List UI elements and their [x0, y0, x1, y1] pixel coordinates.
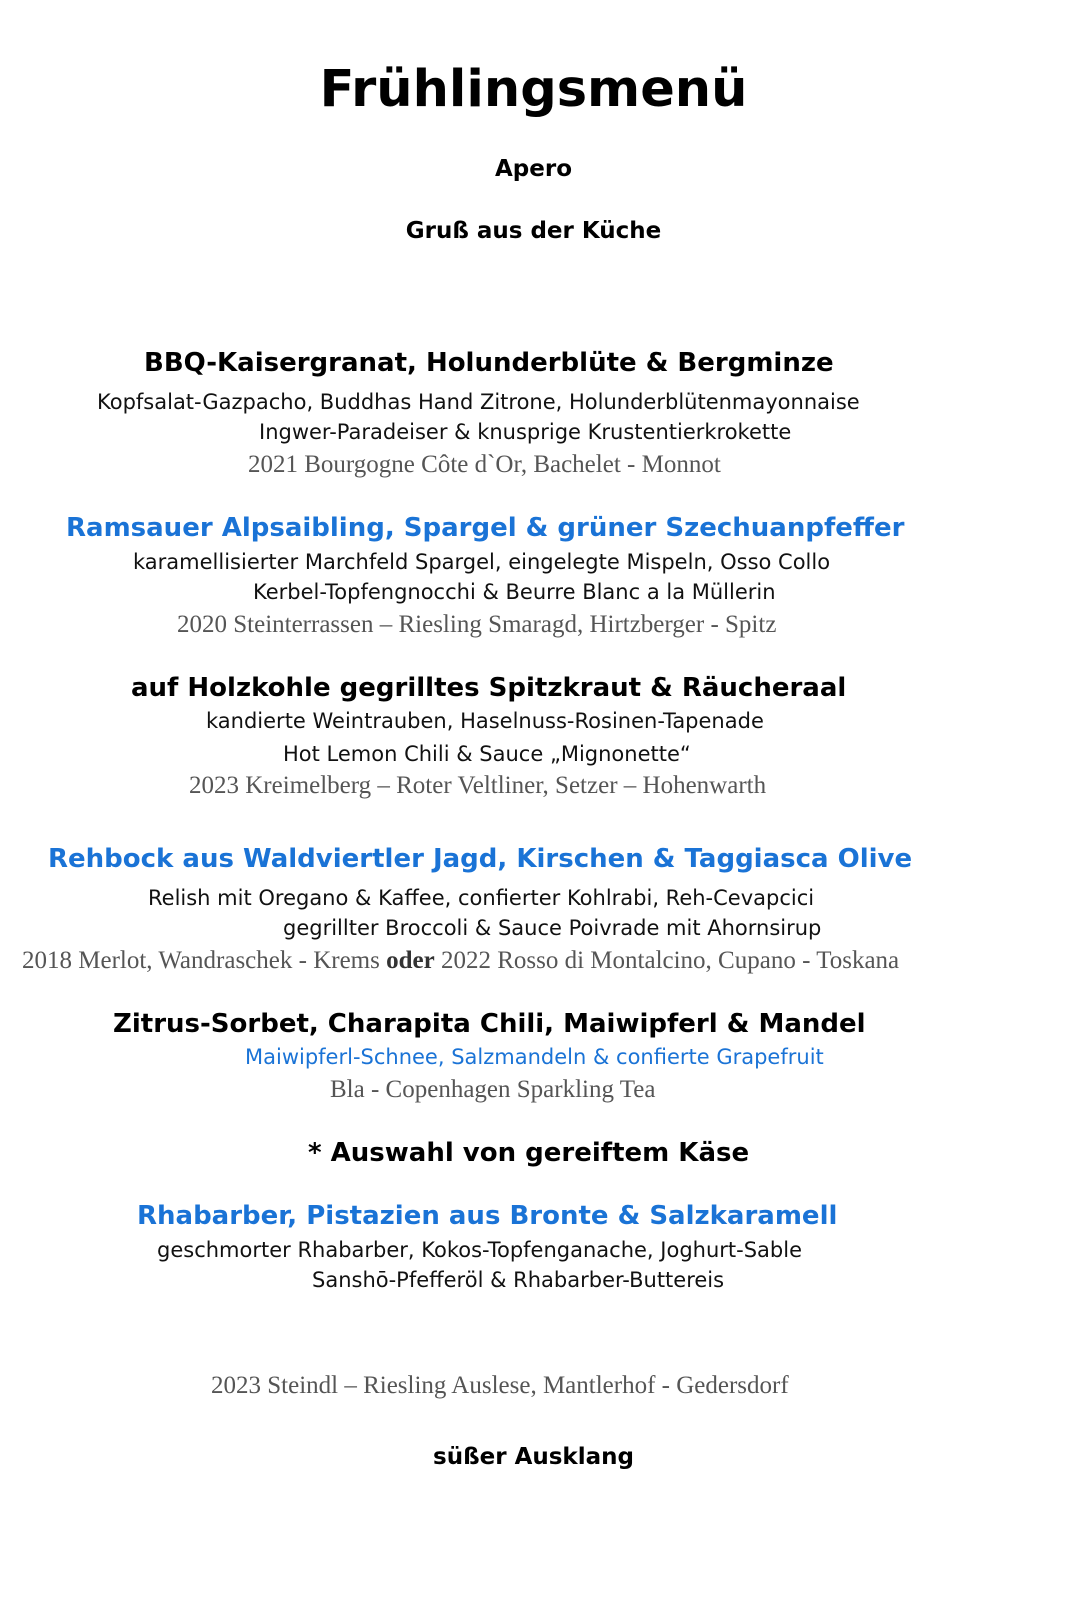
wine-pairing: 2021 Bourgogne Côte d`Or, Bachelet - Monnot [248, 451, 721, 478]
apero-label: Apero [494, 156, 572, 182]
wine-pairing: 2020 Steinterrassen – Riesling Smaragd, Hirtzberger - Spitz [177, 611, 777, 638]
dessert-description: geschmorter Rhabarber, Kokos-Topfenganache, Joghurt-Sable [157, 1238, 802, 1262]
course-description: gegrillter Broccoli & Sauce Poivrade mit Ahornsirup [283, 916, 822, 940]
course-description: Kopfsalat-Gazpacho, Buddhas Hand Zitrone, Holunderblütenmayonnaise [97, 390, 860, 414]
course-description: Maiwipferl-Schnee, Salzmandeln & confierte Grapefruit [245, 1045, 824, 1069]
course-description: kandierte Weintrauben, Haselnuss-Rosinen-Tapenade [206, 709, 764, 733]
course-title: Rehbock aus Waldviertler Jagd, Kirschen & Taggiasca Olive [48, 844, 913, 874]
wine-option-b: 2022 Rosso di Montalcino, Cupano - Toskana [434, 947, 900, 974]
course-description: Kerbel-Topfengnocchi & Beurre Blanc a la Müllerin [253, 580, 776, 604]
course-description: Ingwer-Paradeiser & knusprige Krustentierkrokette [259, 420, 792, 444]
course-title: BBQ-Kaisergranat, Holunderblüte & Bergminze [144, 348, 834, 378]
greeting-label: Gruß aus der Küche [405, 218, 662, 244]
wine-pairing [22, 948, 899, 973]
menu-title: Frühlingsmenü [319, 60, 748, 119]
wine-pairing: 2023 Kreimelberg – Roter Veltliner, Setzer – Hohenwarth [189, 772, 767, 799]
wine-or-separator: oder [386, 947, 435, 974]
course-title: Zitrus-Sorbet, Charapita Chili, Maiwipferl & Mandel [113, 1009, 866, 1039]
dessert-description: Sanshō-Pfefferöl & Rhabarber-Buttereis [312, 1268, 725, 1292]
dessert-title: Rhabarber, Pistazien aus Bronte & Salzkaramell [137, 1201, 838, 1231]
course-description: Hot Lemon Chili & Sauce „Mignonette“ [283, 742, 691, 766]
course-description: Relish mit Oregano & Kaffee, confierter Kohlrabi, Reh-Cevapcici [148, 886, 815, 910]
wine-pairing: Bla - Copenhagen Sparkling Tea [330, 1076, 656, 1103]
closing-label: süßer Ausklang [433, 1444, 634, 1470]
course-title: Ramsauer Alpsaibling, Spargel & grüner Szechuanpfeffer [66, 513, 905, 543]
dessert-wine-pairing: 2023 Steindl – Riesling Auslese, Mantlerhof - Gedersdorf [211, 1372, 789, 1399]
course-description: karamellisierter Marchfeld Spargel, eingelegte Mispeln, Osso Collo [133, 550, 831, 574]
cheese-option: * Auswahl von gereiftem Käse [308, 1138, 750, 1168]
course-title: auf Holzkohle gegrilltes Spitzkraut & Räucheraal [131, 673, 847, 703]
wine-option-a: 2018 Merlot, Wandraschek - Krems [22, 947, 387, 974]
